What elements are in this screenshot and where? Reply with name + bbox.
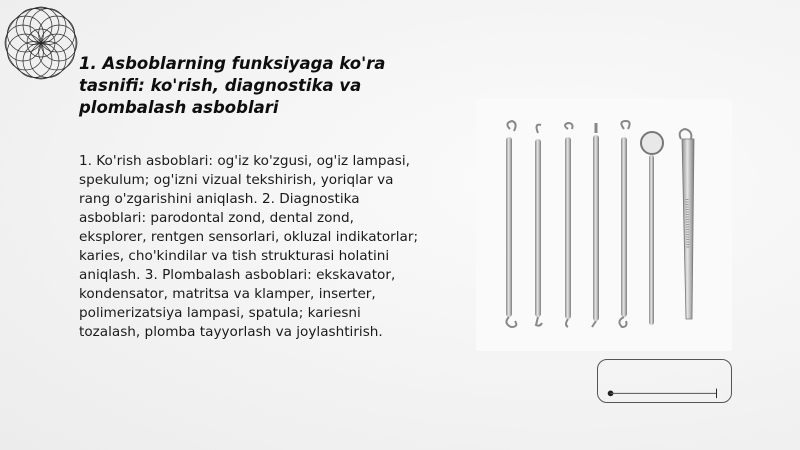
instrument-4 bbox=[592, 123, 599, 327]
rosette-logo-icon bbox=[4, 6, 78, 80]
dental-instruments-image bbox=[476, 99, 732, 351]
scale-bar-box bbox=[597, 359, 732, 403]
slide-body-text: 1. Ko'rish asboblari: og'iz ko'zgusi, og'iz lampasi, spekulum; og'izni vizual tekshirish, yoriqlar va rang o'zgarishini aniqlash. 2. Diagnostika asboblari: parodontal zond, dental zond, eksplorer, rentgen sensorlari, okluzal indikatorlar; karies, cho'kindilar va tish strukturasi holatini aniqlash. 3. Plombalash asboblari: ekskavator, kondensator, matritsa va klamper, inserter, polimerizatsiya lampasi, spatula; kariesni tozalash, plomba tayyorlash va joylashtirish. bbox=[79, 153, 419, 340]
instrument-2 bbox=[535, 125, 542, 326]
slide-title: 1. Asboblarning funksiyaga ko'ra tasnifi: ko'rish, diagnostika va plombalash asboblari bbox=[79, 54, 386, 117]
